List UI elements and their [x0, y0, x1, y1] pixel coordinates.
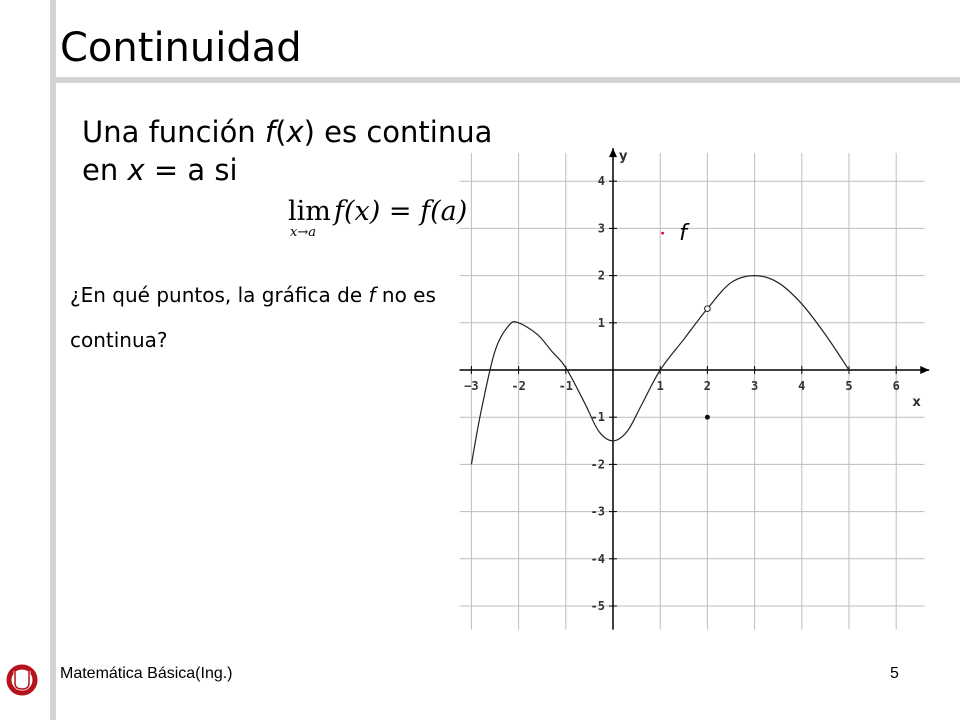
- y-tick-label: 1: [597, 315, 605, 330]
- formula-body: f(x) = f(a): [334, 196, 468, 227]
- university-logo-icon: [4, 662, 40, 698]
- question-f: f: [368, 283, 376, 307]
- definition-part: Una función: [82, 115, 265, 149]
- slide-title: Continuidad: [60, 25, 302, 71]
- definition-part: ) es continua: [303, 115, 493, 149]
- left-accent-bar: [50, 0, 56, 720]
- page-number: 5: [890, 665, 899, 682]
- x-tick-label: −3: [464, 379, 479, 393]
- x-tick-label: 2: [703, 379, 712, 393]
- definition-x2: x: [127, 153, 145, 187]
- definition-part: = a si: [144, 153, 238, 187]
- y-tick-label: -2: [590, 457, 605, 472]
- y-tick-label: 2: [597, 268, 605, 283]
- y-tick-label: -3: [590, 504, 605, 519]
- x-tick-label: 1: [656, 379, 664, 393]
- grid: [460, 153, 925, 630]
- question-part: no es continua?: [70, 283, 436, 352]
- y-tick-label: -5: [590, 599, 605, 613]
- definition-x: x: [286, 115, 304, 149]
- function-label: f: [679, 221, 687, 247]
- filled-point: [705, 415, 710, 420]
- definition-part: (: [275, 115, 287, 149]
- x-tick-label: 4: [798, 379, 806, 393]
- footer-course: Matemática Básica(Ing.): [60, 665, 233, 682]
- x-tick-label: 5: [845, 379, 853, 393]
- y-tick-label: -4: [590, 551, 605, 566]
- question-text: [70, 273, 450, 363]
- question-part: ¿En qué puntos, la gráfica de: [70, 283, 369, 307]
- title-underline: [50, 77, 960, 83]
- x-tick-label: 3: [750, 379, 759, 393]
- definition-f: f: [264, 115, 276, 149]
- y-tick-label: -1: [590, 410, 605, 425]
- x-tick-label: -1: [558, 379, 574, 393]
- function-graph: [440, 140, 950, 640]
- y-axis-arrow: [609, 148, 617, 157]
- open-point: [705, 306, 711, 312]
- label-dot: [661, 232, 664, 235]
- x-tick-label: -2: [511, 379, 526, 393]
- y-tick-label: 3: [597, 221, 605, 236]
- x-axis-arrow: [920, 366, 929, 374]
- formula-subscript: x→a: [290, 225, 316, 240]
- formula-lim: lim: [288, 196, 331, 227]
- definition-part: en: [82, 153, 128, 187]
- y-tick-label: 4: [597, 174, 605, 189]
- axes: [460, 148, 930, 629]
- y-axis-label: y: [619, 149, 628, 165]
- x-tick-label: 6: [892, 379, 900, 393]
- x-axis-label: x: [912, 395, 921, 410]
